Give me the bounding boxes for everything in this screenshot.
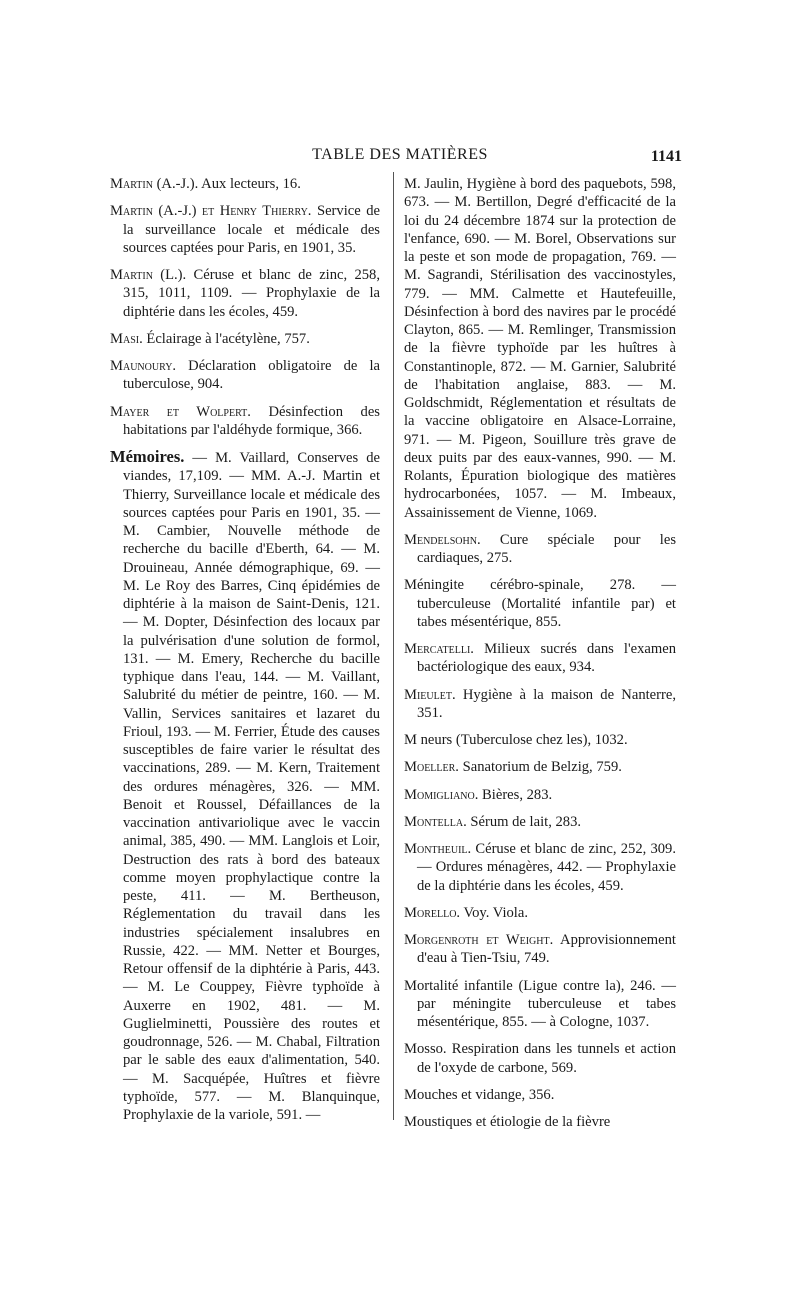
index-entry: Momigliano. Bières, 283. — [404, 786, 553, 803]
index-entry: Montheuil. Céruse et blanc de zinc, 252, 309. — Ordures ménagères, 442. — Prophylaxie de la diphtérie dans les écoles, 459. — [404, 841, 676, 894]
left-column — [110, 175, 380, 1124]
index-entry-memoires: Mémoires. — M. Vaillard, Conserves de viandes, 17,109. — MM. A.-J. Martin et Thierry, Surveillance locale et médicale des sources captées pour Paris en 1901, 35. — M. Cambier, Nouvelle méthode de recherche du bacille d'Eberth, 64. — M. Drouineau, Année démographique, 69. — M. Le Roy des Barres, Cinq épidémies de diphtérie à la maison de Saint-Denis, 121. — M. Dopter, Désinfection des locaux par la pulvérisation d'une solution de formol, 131. — M. Emery, Recherche du bacille typhique dans l'eau, 144. — M. Vaillant, Salubrité du métier de peintre, 160. — M. Vallin, Services sanitaires et lazaret du Frioul, 193. — M. Ferrier, Étude des causes susceptibles de faire varier le résultat des vaccinations, 289. — M. Kern, Traitement des ordures ménagères, 326. — MM. Benoit et Roussel, Défaillances de la vaccination antivariolique avec le vaccin animal, 385, 490. — MM. Langlois et Loir, Destruction des rats à bord des bateaux comme moyen prophylactique contre la peste, 411. — M. Bertheuson, Réglementation du travail dans les industries spécialement insalubres en Russie, 422. — MM. Netter et Bourges, Retour offensif de la diphtérie à Paris, 443. — M. Le Couppey, Fièvre typhoïde à Auxerre en 1902, 481. — M. Guglielminetti, Poussière des routes et goudronnage, 526. — M. Chabal, Filtration par le sable des eaux d'alimentation, 540. — M. Sacquépée, Huîtres et fièvre typhoïde, 577. — M. Blanquinque, Prophylaxie de la variole, 591. — — [110, 447, 380, 1123]
page-number: 1141 — [650, 148, 682, 165]
index-entry: Moustiques et étiologie de la fièvre — [404, 1114, 611, 1130]
index-entry-continued: M. Jaulin, Hygiène à bord des paquebots, 598, 673. — M. Bertillon, Degré d'efficacité de la loi du 24 décembre 1874 sur la protection de l'enfance, 690. — M. Borel, Observations sur la peste et son mode de propagation, 769. — M. Sagrandi, Stérilisation des vaccinostyles, 779. — MM. Calmette et Hautefeuille, Désinfection à bord des navires par le procédé Clayton, 865. — M. Remlinger, Transmission de la fièvre typhoïde par les huîtres à Constantinople, 872. — M. Garnier, Salubrité de l'habitation anglaise, 883. — M. Goldschmidt, Réglementation et résultats de la vaccine obligatoire en Alsace-Lorraine, 971. — M. Pigeon, Souillure très grave de deux puits par des eaux-vannes, 990. — M. Rolants, Épuration biologique des matières hydrocarbonées, 1057. — M. Imbeaux, Assainissement de Vienne, 1069. — [404, 176, 676, 521]
index-entry: Mayer et Wolpert. Désinfection des habitations par l'aldéhyde formique, 366. — [110, 403, 380, 438]
index-entry: Moeller. Sanatorium de Belzig, 759. — [404, 759, 622, 776]
index-entry: Martin (L.). Céruse et blanc de zinc, 258, 315, 1011, 1109. — Prophylaxie de la diphtérie dans les écoles, 459. — [110, 267, 380, 320]
index-entry: Martin (A.-J.) et Henry Thierry. Service de la surveillance locale et médicale des sources captées pour Paris, en 1901, 35. — [110, 203, 380, 256]
index-entry: Morello. Voy. Viola. — [404, 904, 528, 921]
index-entry: Mieulet. Hygiène à la maison de Nanterre, 351. — [404, 686, 676, 721]
index-entry: Mendelsohn. Cure spéciale pour les cardiaques, 275. — [404, 531, 676, 566]
index-entry: Méningite cérébro-spinale, 278. — tuberculeuse (Mortalité infantile par) et tabes mésentérique, 855. — [404, 577, 676, 630]
index-entry: Masi. Éclairage à l'acétylène, 757. — [110, 330, 310, 347]
index-entry: Mosso. Respiration dans les tunnels et action de l'oxyde de carbone, 569. — [404, 1041, 676, 1076]
index-entry: M neurs (Tuberculose chez les), 1032. — [404, 732, 628, 748]
column-divider — [393, 172, 394, 1120]
index-entry: Mercatelli. Milieux sucrés dans l'examen bactériologique des eaux, 934. — [404, 641, 676, 676]
index-entry: Mortalité infantile (Ligue contre la), 246. — par méningite tuberculeuse et tabes mésentérique, 855. — à Cologne, 1037. — [404, 977, 676, 1030]
right-column — [404, 175, 676, 1131]
index-entry: Maunoury. Déclaration obligatoire de la tuberculose, 904. — [110, 358, 380, 393]
index-entry: Martin (A.-J.). Aux lecteurs, 16. — [110, 176, 301, 192]
running-header-title: TABLE DES MATIÈRES — [312, 146, 488, 163]
index-entry: Montella. Sérum de lait, 283. — [404, 813, 582, 830]
index-entry: Mouches et vidange, 356. — [404, 1086, 555, 1103]
index-entry: Morgenroth et Weight. Approvisionnement d'eau à Tien-Tsiu, 749. — [404, 932, 676, 967]
